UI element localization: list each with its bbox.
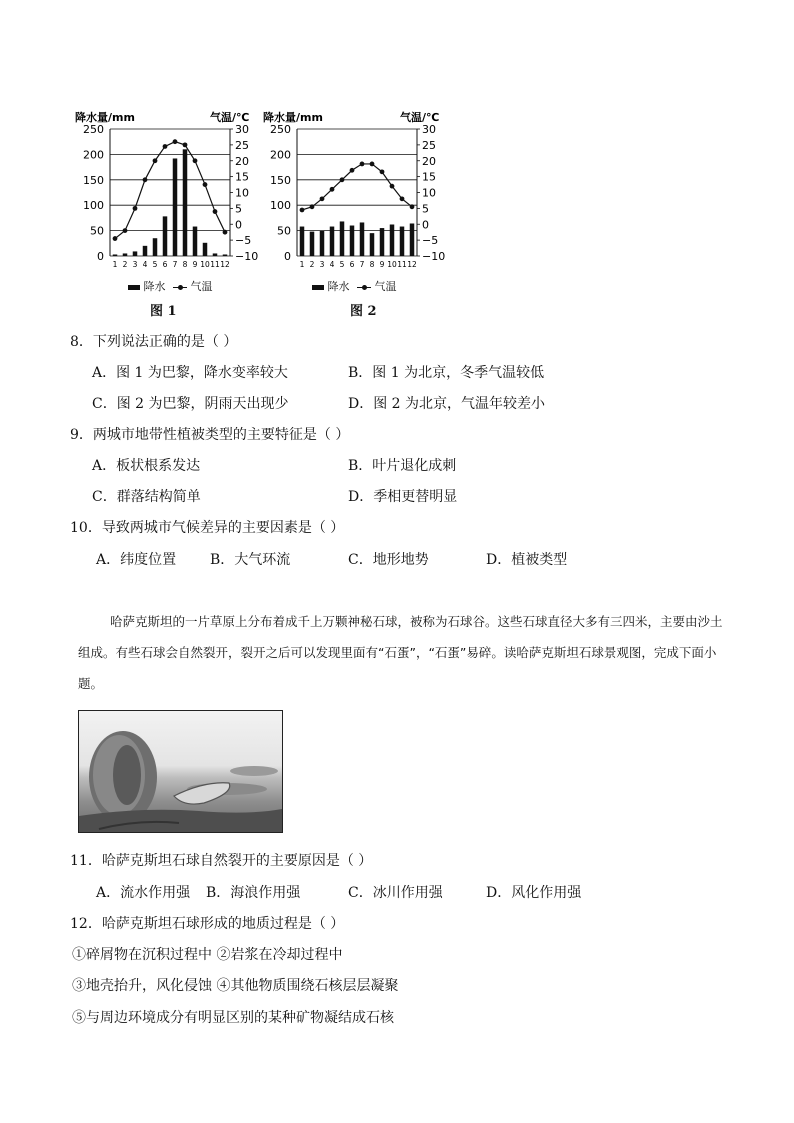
fig1-temp-point <box>113 236 118 241</box>
legend-precip-label: 降水 <box>327 280 350 293</box>
fig1-x-tick-label: 6 <box>162 260 168 269</box>
fig2-left-tick-label: 0 <box>284 250 291 263</box>
fig1-temp-point <box>193 158 198 163</box>
fig1-x-tick-label: 12 <box>220 260 230 269</box>
chart-fig1 <box>75 110 258 269</box>
fig1-temp-point <box>123 228 128 233</box>
fig1-right-tick-label: 5 <box>235 202 242 216</box>
fig2-right-tick-label: 10 <box>422 186 436 200</box>
q9-option-d[interactable]: D．季相更替明显 <box>348 489 458 505</box>
fig2-right-tick-label: 0 <box>422 218 429 232</box>
fig2-precip-bar <box>370 233 375 256</box>
legend-temp-label: 气温 <box>374 280 397 293</box>
legend-precip-label: 降水 <box>143 280 166 293</box>
q10-option-a[interactable]: A．纬度位置 <box>96 552 177 568</box>
fig2-temp-point <box>340 177 345 182</box>
q8-stem: 8．下列说法正确的是（ ） <box>70 334 238 350</box>
fig2-x-tick-label: 5 <box>339 260 345 269</box>
q8-option-a[interactable]: A．图 1 为巴黎，降水变率较大 <box>92 365 288 381</box>
fig1-right-tick-label: 10 <box>235 186 249 200</box>
fig2-x-tick-label: 2 <box>309 260 315 269</box>
fig2-right-axis-title: 气温/℃ <box>400 111 440 124</box>
fig1-right-axis-title: 气温/℃ <box>210 111 250 124</box>
legend-temp-label: 气温 <box>190 280 213 293</box>
legend-temp-swatch <box>173 287 187 288</box>
fig1-x-tick-label: 7 <box>172 260 178 269</box>
fig2-temp-point <box>320 196 325 201</box>
fig1-right-tick-label: 20 <box>235 154 249 168</box>
fig1-right-tick-label: −10 <box>235 250 259 263</box>
fig1-left-tick-label: 200 <box>83 148 104 162</box>
fig1-precip-bar <box>213 253 218 256</box>
fig2-precip-bar <box>410 223 415 256</box>
fig1-right-tick-label: 0 <box>235 218 242 232</box>
fig1-right-tick-label: 15 <box>235 170 249 184</box>
fig2-right-tick-label: 25 <box>422 138 436 152</box>
fig2-right-tick-label: 5 <box>422 202 429 216</box>
stone-ball-scene <box>79 711 282 832</box>
fig2-x-tick-label: 8 <box>369 260 375 269</box>
fig2-left-tick-label: 200 <box>270 148 291 162</box>
reading-passage: 哈萨克斯坦的一片草原上分布着成千上万颗神秘石球，被称为石球谷。这些石球直径大多有三四米，主要由沙土组成。有些石球会自然裂开，裂开之后可以发现里面有“石蛋”，“石蛋”易碎。读哈萨克斯坦石球景观图，完成下面小题。 <box>78 614 723 691</box>
q8-option-c[interactable]: C．图 2 为巴黎，阴雨天出现少 <box>92 396 289 412</box>
q10-option-c[interactable]: C．地形地势 <box>348 552 429 568</box>
fig2-temp-point <box>380 169 385 174</box>
fig2-precip-bar <box>340 221 345 256</box>
chart-fig2 <box>263 110 445 269</box>
stone-ball-photo <box>78 710 283 833</box>
fig1-temp-point <box>143 177 148 182</box>
fig2-right-tick-label: −5 <box>422 234 439 248</box>
fig1-x-tick-label: 9 <box>192 260 198 269</box>
fig1-precip-bar <box>113 254 118 256</box>
fig1-x-tick-label: 3 <box>132 260 138 269</box>
q12-stem: 12．哈萨克斯坦石球形成的地质过程是（ ） <box>70 916 345 932</box>
fig2-x-tick-label: 3 <box>319 260 325 269</box>
fig2-precip-bar <box>400 227 405 256</box>
fig1-left-tick-label: 100 <box>83 199 104 213</box>
legend-temp-swatch <box>357 287 371 288</box>
fig1-precip-bar <box>133 251 138 256</box>
fig1-temp-point <box>173 139 178 144</box>
fig1-precip-bar <box>153 238 158 256</box>
fig2-left-axis-title: 降水量/mm <box>263 111 323 124</box>
fig2-right-tick-label: −10 <box>422 250 446 263</box>
fig1-precip-bar <box>143 246 148 256</box>
fig1-left-axis-title: 降水量/mm <box>75 111 135 124</box>
fig2-precip-bar <box>320 231 325 256</box>
fig1-x-tick-label: 2 <box>122 260 128 269</box>
fig2-caption: 图 2 <box>350 304 377 319</box>
q10-option-b[interactable]: B．大气环流 <box>210 552 291 568</box>
fig1-temp-point <box>153 158 158 163</box>
q12-statement-line-3: ⑤与周边环境成分有明显区别的某种矿物凝结成石核 <box>72 1010 394 1026</box>
fig1-left-tick-label: 250 <box>83 123 104 136</box>
fig2-right-tick-label: 15 <box>422 170 436 184</box>
fig2-precip-bar <box>350 226 355 256</box>
fig2-left-tick-label: 50 <box>277 224 291 238</box>
fig2-precip-bar <box>300 227 305 256</box>
q11-stem: 11．哈萨克斯坦石球自然裂开的主要原因是（ ） <box>70 853 373 869</box>
q10-stem: 10．导致两城市气候差异的主要因素是（ ） <box>70 520 345 536</box>
fig2-temp-point <box>350 168 355 173</box>
fig1-legend <box>128 278 213 294</box>
fig2-temp-point <box>410 204 415 209</box>
fig1-x-tick-label: 11 <box>210 260 220 269</box>
q9-option-b[interactable]: B．叶片退化成刺 <box>348 458 457 474</box>
fig2-temp-line <box>302 164 412 210</box>
fig1-right-tick-label: 30 <box>235 123 249 136</box>
q12-statement-line-2: ③地壳抬升，风化侵蚀 ④其他物质围绕石核层层凝聚 <box>72 978 399 994</box>
fig2-temp-point <box>310 204 315 209</box>
fig1-x-tick-label: 5 <box>152 260 158 269</box>
fig2-temp-point <box>370 162 375 167</box>
fig1-temp-point <box>203 182 208 187</box>
fig2-x-tick-label: 11 <box>397 260 407 269</box>
fig1-caption: 图 1 <box>150 304 177 319</box>
fig1-temp-point <box>223 230 228 235</box>
q11-option-c[interactable]: C．冰川作用强 <box>348 885 443 901</box>
climate-charts <box>60 105 460 320</box>
fig2-x-tick-label: 9 <box>379 260 385 269</box>
q11-option-a[interactable]: A．流水作用强 <box>96 885 191 901</box>
fig1-precip-bar <box>173 158 178 256</box>
fig1-x-tick-label: 4 <box>142 260 148 269</box>
fig2-right-tick-label: 30 <box>422 123 436 136</box>
fig1-left-tick-label: 0 <box>97 250 104 263</box>
fig2-precip-bar <box>380 228 385 256</box>
fig1-precip-bar <box>123 253 128 256</box>
fig1-temp-line <box>115 142 225 239</box>
fig2-precip-bar <box>360 222 365 256</box>
fig1-precip-bar <box>223 254 228 256</box>
q8-option-d[interactable]: D．图 2 为北京，气温年较差小 <box>348 396 546 412</box>
q9-option-a[interactable]: A．板状根系发达 <box>92 458 201 474</box>
fig1-temp-point <box>183 142 188 147</box>
q8-option-b[interactable]: B．图 1 为北京，冬季气温较低 <box>348 365 545 381</box>
q11-option-b[interactable]: B．海浪作用强 <box>206 885 301 901</box>
fig2-left-tick-label: 150 <box>270 173 291 187</box>
fig2-x-tick-label: 10 <box>387 260 397 269</box>
fig2-precip-bar <box>330 227 335 256</box>
fig2-left-tick-label: 100 <box>270 199 291 213</box>
fig2-precip-bar <box>390 225 395 256</box>
fig2-legend <box>312 278 397 294</box>
fig1-right-tick-label: 25 <box>235 138 249 152</box>
fig2-x-tick-label: 12 <box>407 260 417 269</box>
fig1-right-tick-label: −5 <box>235 234 252 248</box>
q9-option-c[interactable]: C．群落结构简单 <box>92 489 201 505</box>
fig2-precip-bar <box>310 232 315 256</box>
fig2-left-tick-label: 250 <box>270 123 291 136</box>
fig1-x-tick-label: 8 <box>182 260 188 269</box>
q10-option-d[interactable]: D．植被类型 <box>486 552 568 568</box>
fig2-x-tick-label: 7 <box>359 260 365 269</box>
fig2-temp-point <box>300 208 305 213</box>
fig1-x-tick-label: 10 <box>200 260 210 269</box>
fig1-x-tick-label: 1 <box>112 260 118 269</box>
fig2-right-tick-label: 20 <box>422 154 436 168</box>
fig2-temp-point <box>360 162 365 167</box>
q11-option-d[interactable]: D．风化作用强 <box>486 885 582 901</box>
fig1-temp-point <box>213 209 218 214</box>
fig1-temp-point <box>133 206 138 211</box>
fig1-left-tick-label: 150 <box>83 173 104 187</box>
fig1-precip-bar <box>193 227 198 256</box>
fig2-x-tick-label: 6 <box>349 260 355 269</box>
legend-precip-swatch <box>128 285 140 290</box>
fig2-x-tick-label: 4 <box>329 260 335 269</box>
fig1-temp-point <box>163 144 168 149</box>
fig1-precip-bar <box>203 243 208 256</box>
fig2-temp-point <box>390 184 395 189</box>
fig2-x-tick-label: 1 <box>299 260 305 269</box>
legend-precip-swatch <box>312 285 324 290</box>
q9-stem: 9．两城市地带性植被类型的主要特征是（ ） <box>70 427 350 443</box>
fig1-precip-bar <box>183 149 188 256</box>
fig2-temp-point <box>400 196 405 201</box>
fig1-precip-bar <box>163 216 168 256</box>
q12-statement-line-1: ①碎屑物在沉积过程中 ②岩浆在冷却过程中 <box>72 947 343 963</box>
fig2-temp-point <box>330 187 335 192</box>
fig1-left-tick-label: 50 <box>90 224 104 238</box>
